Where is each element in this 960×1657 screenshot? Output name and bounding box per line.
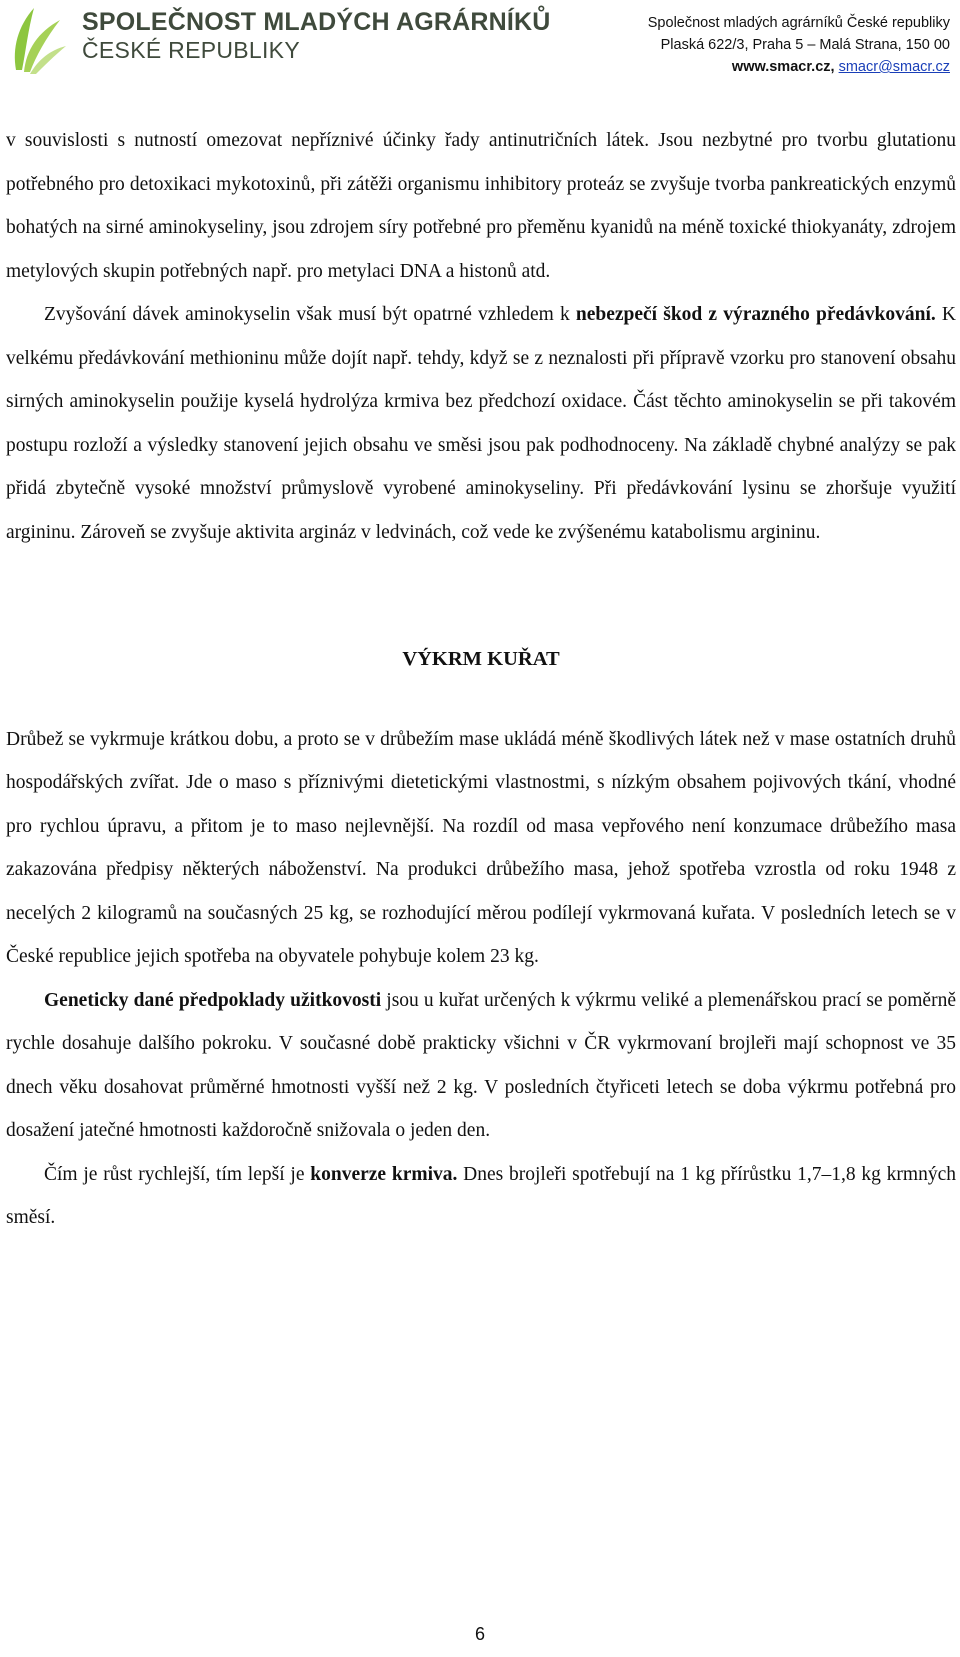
paragraph-conversion [6, 1153, 956, 1240]
paragraph-antinutritional: v souvislosti s nutností omezovat nepříznivé účinky řady antinutričních látek. Jsou nezbytné pro tvorbu glutationu potřebného pro detoxikaci mykotoxinů, při zátěži organismu inhibitory proteáz se zvyšuje tvorba pankreatických enzymů bohatých na sirné aminokyseliny, jsou zdrojem síry potřebné pro přeměnu kyanidů na méně toxické thiokyanáty, zdrojem metylových skupin potřebných např. pro metylaci DNA a histonů atd. [6, 130, 956, 282]
contact-name: Společnost mladých agrárníků České republiky [647, 15, 950, 31]
org-name-line1: SPOLEČNOST MLADÝCH AGRÁRNÍKŮ [82, 8, 551, 36]
email-link[interactable]: smacr@smacr.cz [838, 59, 950, 75]
contact-address: Plaská 622/3, Praha 5 – Malá Strana, 150 00 [660, 37, 950, 53]
website-link[interactable]: www.smacr.cz, [731, 59, 835, 75]
text-run: Čím je růst rychlejší, tím lepší je [44, 1163, 311, 1185]
text-run: Dnes brojleři spotřebují na 1 kg přírůstku 1,7–1,8 kg krmných směsí. [6, 1163, 956, 1228]
bold-emphasis: konverze krmiva. [310, 1163, 458, 1185]
paragraph-genetics [6, 979, 956, 1153]
section-heading: VÝKRM KUŘAT [402, 648, 560, 670]
text-run: K velkému předávkování methioninu může dojít např. tehdy, když se z neznalosti při přípravě vzorku pro stanovení obsahu sirných aminokyselin použije kyselá hydrolýza krmiva bez předchozí oxidace. Část těchto aminokyselin se při takovém postupu rozloží a výsledky stanovení jejich obsahu ve směsi jsou pak podhodnoceny. Na základě chybné analýzy se pak přidá zbytečně vysoké množství průmyslově vyrobené aminokyseliny. Při předávkování lysinu se zhoršuje využití argininu. Zároveň se zvyšuje aktivita argináz v ledvinách, což vede ke zvýšenému katabolismu argininu. [6, 304, 956, 543]
paragraph-poultry: Drůbež se vykrmuje krátkou dobu, a proto se v drůbežím mase ukládá méně škodlivých látek než v mase ostatních druhů hospodářských zvířat. Jde o maso s příznivými dietetickými vlastnostmi, s nízkým obsahem pojivových tkání, vhodné pro rychlou úpravu, a přitom je to maso nejlevnější. Na rozdíl od masa vepřového není konzumace drůbežího masa zakazována předpisy některých náboženství. Na produkci drůbežího masa, jehož spotřeba vzrostla od roku 1948 z necelých 2 kilogramů na současných 25 kg, se rozhodující měrou podílejí vykrmovaná kuřata. V posledních letech se v České republice jejich spotřeba na obyvatele pohybuje kolem 23 kg. [6, 728, 956, 967]
organization-name [82, 10, 551, 62]
bold-emphasis: nebezpečí škod z výrazného předávkování. [575, 304, 936, 325]
contact-block [648, 12, 950, 78]
page-number: 6 [474, 1624, 485, 1644]
text-run: jsou u kuřat určených k výkrmu veliké a plemenářskou prací se poměrně rychle dosahuje dalšího pokroku. V současné době prakticky všichni v ČR vykrmovaní brojleři mají schopnost ve 35 dnech věku dosahovat průměrné hmotnosti vyšší než 2 kg. V posledních čtyřiceti letech se doba výkrmu potřebná pro dosažení jatečné hmotnosti každoročně snižovala o jeden den. [6, 989, 956, 1141]
contact-links [648, 56, 950, 78]
paragraph-overdose [6, 293, 956, 554]
wheat-leaf-logo-icon [8, 4, 68, 76]
text-run: Zvyšování dávek aminokyselin však musí být opatrné vzhledem k [44, 304, 576, 325]
org-name-line2: ČESKÉ REPUBLIKY [82, 37, 300, 63]
page-header [0, 0, 960, 90]
document-body [6, 119, 956, 1240]
bold-emphasis: Geneticky dané předpoklady užitkovosti [44, 989, 382, 1011]
